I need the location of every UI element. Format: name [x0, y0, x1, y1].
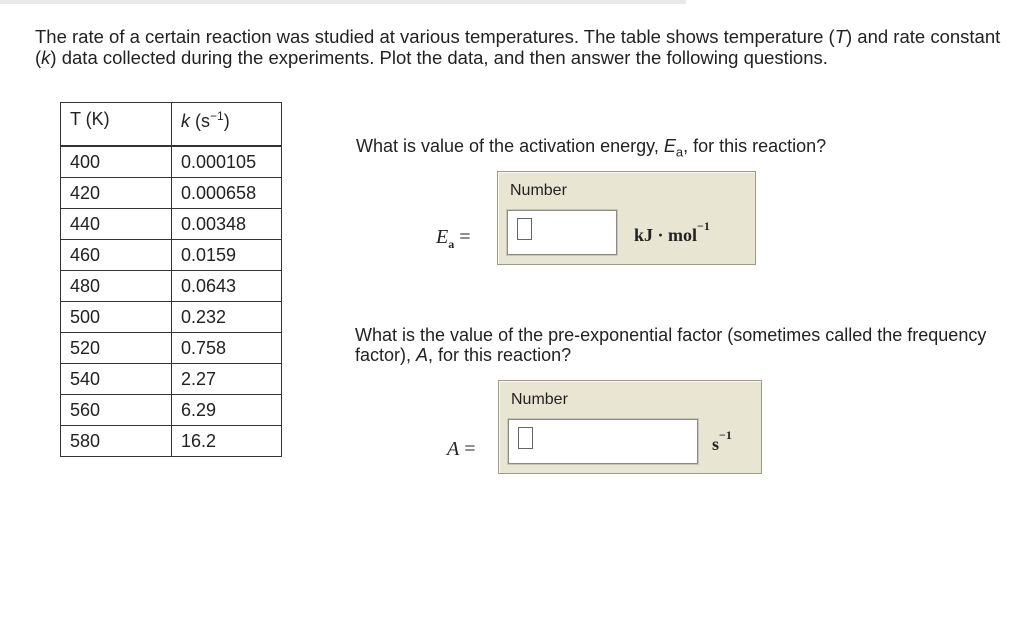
ea-input-caret-box[interactable] [517, 218, 532, 240]
table-row [61, 209, 282, 240]
table-row [61, 178, 282, 209]
cell-temperature: 520 [61, 333, 172, 364]
ea-input-field[interactable] [507, 210, 617, 255]
table-row [61, 146, 282, 178]
cell-rate-constant: 2.27 [172, 364, 282, 395]
cell-temperature: 460 [61, 240, 172, 271]
top-divider [0, 0, 686, 4]
a-unit: $s^{-1}$ [712, 428, 732, 454]
cell-temperature: 540 [61, 364, 172, 395]
ea-label: $E_a$ = [436, 226, 471, 251]
cell-rate-constant: 6.29 [172, 395, 282, 426]
table-row [61, 302, 282, 333]
problem-intro: The rate of a certain reaction was studied at various temperatures. The table shows temperature (T) and rate constant (k) data collected during the experiments. Plot the data, and then answer the following questions. [35, 26, 1001, 68]
cell-temperature: 500 [61, 302, 172, 333]
cell-temperature: 560 [61, 395, 172, 426]
question-pre-exponential-factor: What is the value of the pre-exponential factor (sometimes called the frequency factor), A, for this reaction? [355, 325, 987, 365]
table-row [61, 271, 282, 302]
cell-rate-constant: 0.000658 [172, 178, 282, 209]
header-temperature: T (K) [61, 103, 172, 147]
table-row [61, 426, 282, 457]
cell-rate-constant: 0.000105 [172, 146, 282, 178]
cell-rate-constant: 0.0159 [172, 240, 282, 271]
a-panel-title: Number [511, 391, 568, 408]
header-rate-constant: k $(s^{-1})$ [172, 103, 282, 147]
table-row [61, 333, 282, 364]
cell-rate-constant: 0.758 [172, 333, 282, 364]
table-row [61, 364, 282, 395]
ea-unit: kJ · mol$^{-1}$ [634, 219, 710, 245]
cell-rate-constant: 0.232 [172, 302, 282, 333]
cell-rate-constant: 16.2 [172, 426, 282, 457]
cell-rate-constant: 0.00348 [172, 209, 282, 240]
temperature-rate-table [60, 102, 282, 457]
cell-temperature: 420 [61, 178, 172, 209]
table-header-row [61, 103, 282, 147]
table-row [61, 395, 282, 426]
cell-temperature: 400 [61, 146, 172, 178]
a-label: A = [447, 438, 476, 460]
table-row [61, 240, 282, 271]
a-input-caret-box[interactable] [518, 427, 533, 449]
cell-temperature: 580 [61, 426, 172, 457]
cell-temperature: 480 [61, 271, 172, 302]
a-answer-panel [498, 380, 762, 474]
ea-panel-title: Number [510, 182, 567, 199]
a-input-field[interactable] [508, 419, 698, 464]
question-activation-energy: What is value of the activation energy, $E_a$, for this reaction? [356, 136, 827, 160]
ea-answer-panel [497, 171, 756, 265]
cell-temperature: 440 [61, 209, 172, 240]
cell-rate-constant: 0.0643 [172, 271, 282, 302]
